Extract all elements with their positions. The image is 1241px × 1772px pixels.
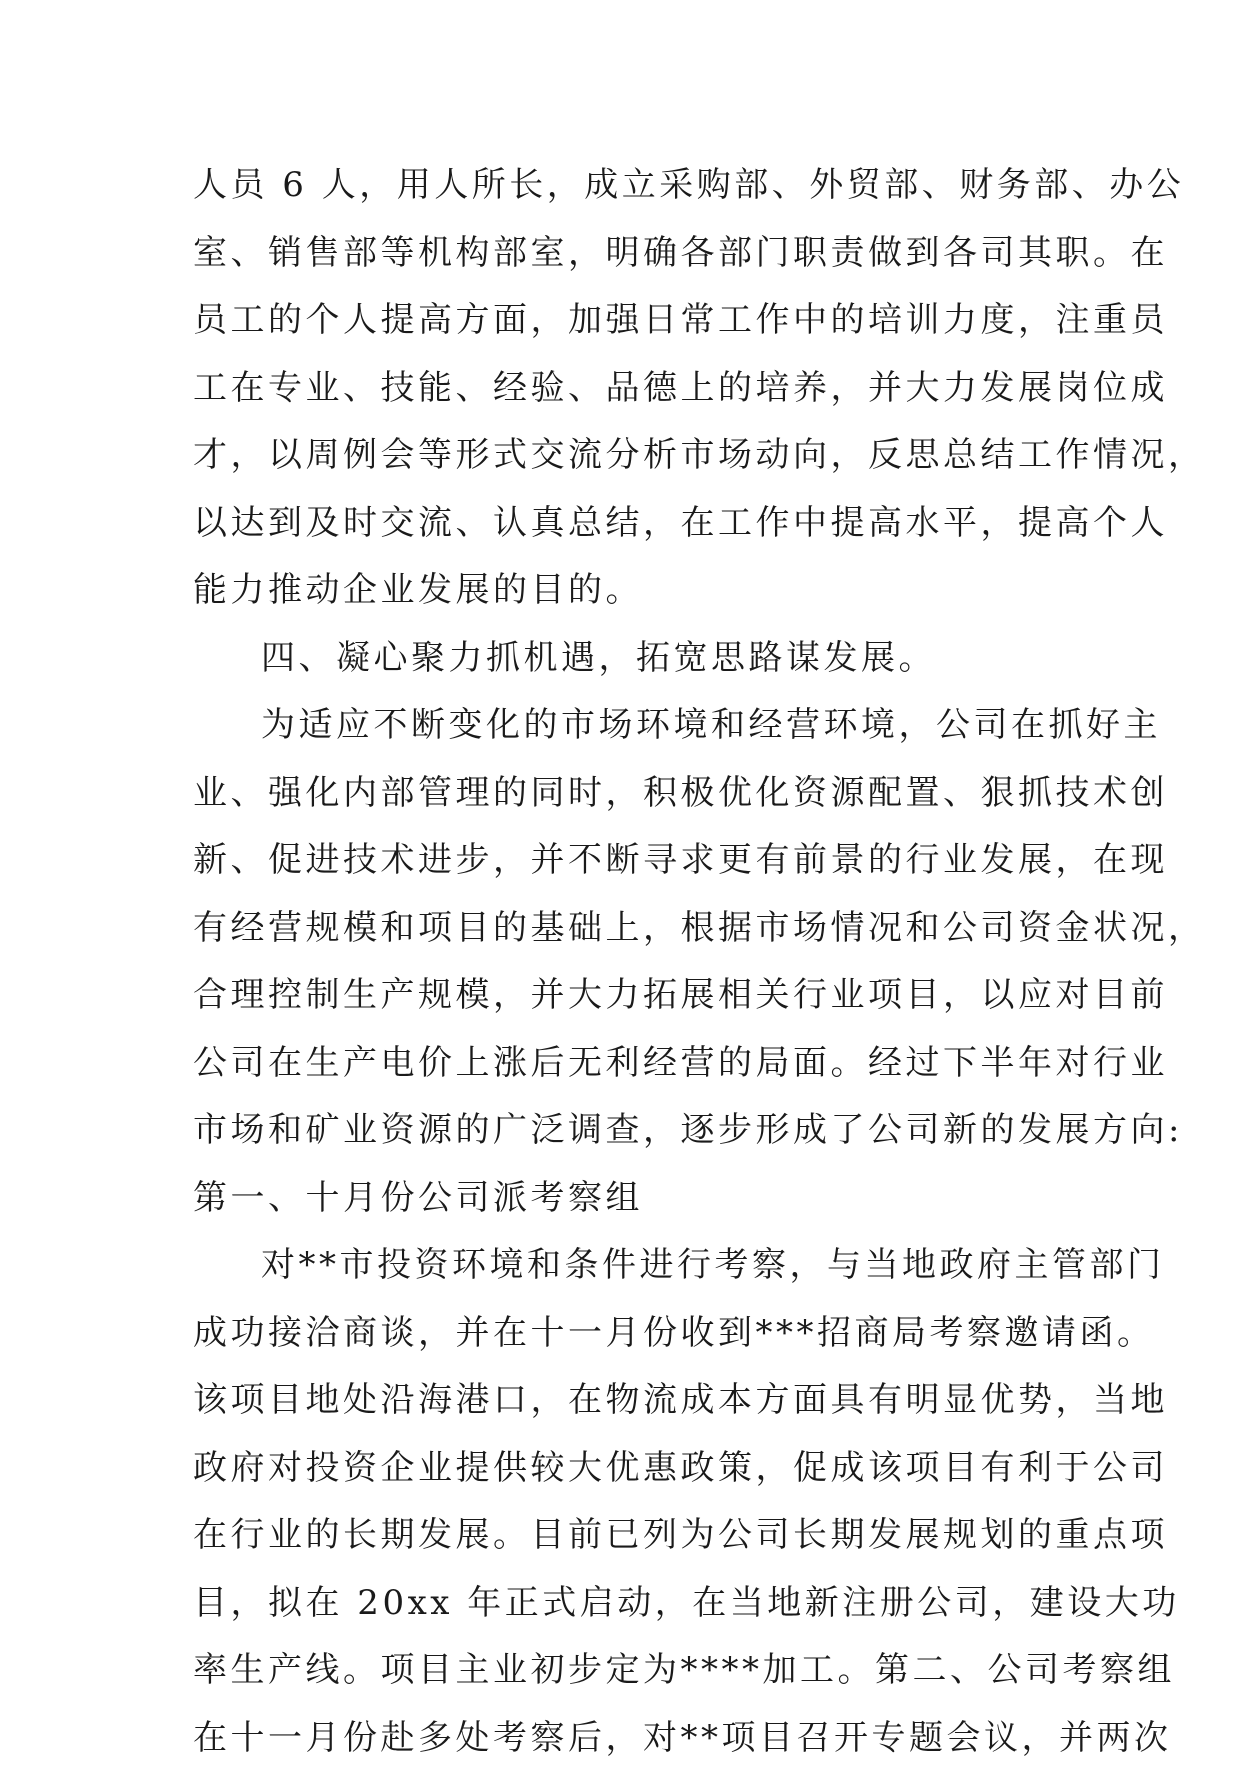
text-line: 目，拟在 20xx 年正式启动，在当地新注册公司，建设大功 (193, 1570, 1053, 1638)
text-line: 政府对投资企业提供较大优惠政策，促成该项目有利于公司 (193, 1435, 1053, 1503)
section-heading: 四、凝心聚力抓机遇，拓宽思路谋发展。 (193, 625, 1053, 693)
text-line: 合理控制生产规模，并大力拓展相关行业项目，以应对目前 (193, 962, 1053, 1030)
text-line: 该项目地处沿海港口，在物流成本方面具有明显优势，当地 (193, 1367, 1053, 1435)
text-line: 公司在生产电价上涨后无利经营的局面。经过下半年对行业 (193, 1030, 1053, 1098)
document-body (193, 152, 1053, 1772)
text-line: 对**市投资环境和条件进行考察，与当地政府主管部门 (193, 1232, 1053, 1300)
text-line: 为适应不断变化的市场环境和经营环境，公司在抓好主 (193, 692, 1053, 760)
text-line: 室、销售部等机构部室，明确各部门职责做到各司其职。在 (193, 220, 1053, 288)
text-line: 市场和矿业资源的广泛调查，逐步形成了公司新的发展方向: (193, 1097, 1053, 1165)
text-line: 以达到及时交流、认真总结，在工作中提高水平，提高个人 (193, 490, 1053, 558)
text-line: 业、强化内部管理的同时，积极优化资源配置、狠抓技术创 (193, 760, 1053, 828)
text-line: 员工的个人提高方面，加强日常工作中的培训力度，注重员 (193, 287, 1053, 355)
text-line: 成功接洽商谈，并在十一月份收到***招商局考察邀请函。 (193, 1300, 1053, 1368)
text-line: 能力推动企业发展的目的。 (193, 557, 1053, 625)
text-line: 才，以周例会等形式交流分析市场动向，反思总结工作情况， (193, 422, 1053, 490)
text-line: 新、促进技术进步，并不断寻求更有前景的行业发展，在现 (193, 827, 1053, 895)
text-line: 在行业的长期发展。目前已列为公司长期发展规划的重点项 (193, 1502, 1053, 1570)
text-line: 在十一月份赴多处考察后，对**项目召开专题会议，并两次 (193, 1705, 1053, 1772)
text-line: 有经营规模和项目的基础上，根据市场情况和公司资金状况， (193, 895, 1053, 963)
text-line: 工在专业、技能、经验、品德上的培养，并大力发展岗位成 (193, 355, 1053, 423)
text-line: 人员 6 人，用人所长，成立采购部、外贸部、财务部、办公 (193, 152, 1053, 220)
text-line: 率生产线。项目主业初步定为****加工。第二、公司考察组 (193, 1637, 1053, 1705)
text-line: 第一、十月份公司派考察组 (193, 1165, 1053, 1233)
